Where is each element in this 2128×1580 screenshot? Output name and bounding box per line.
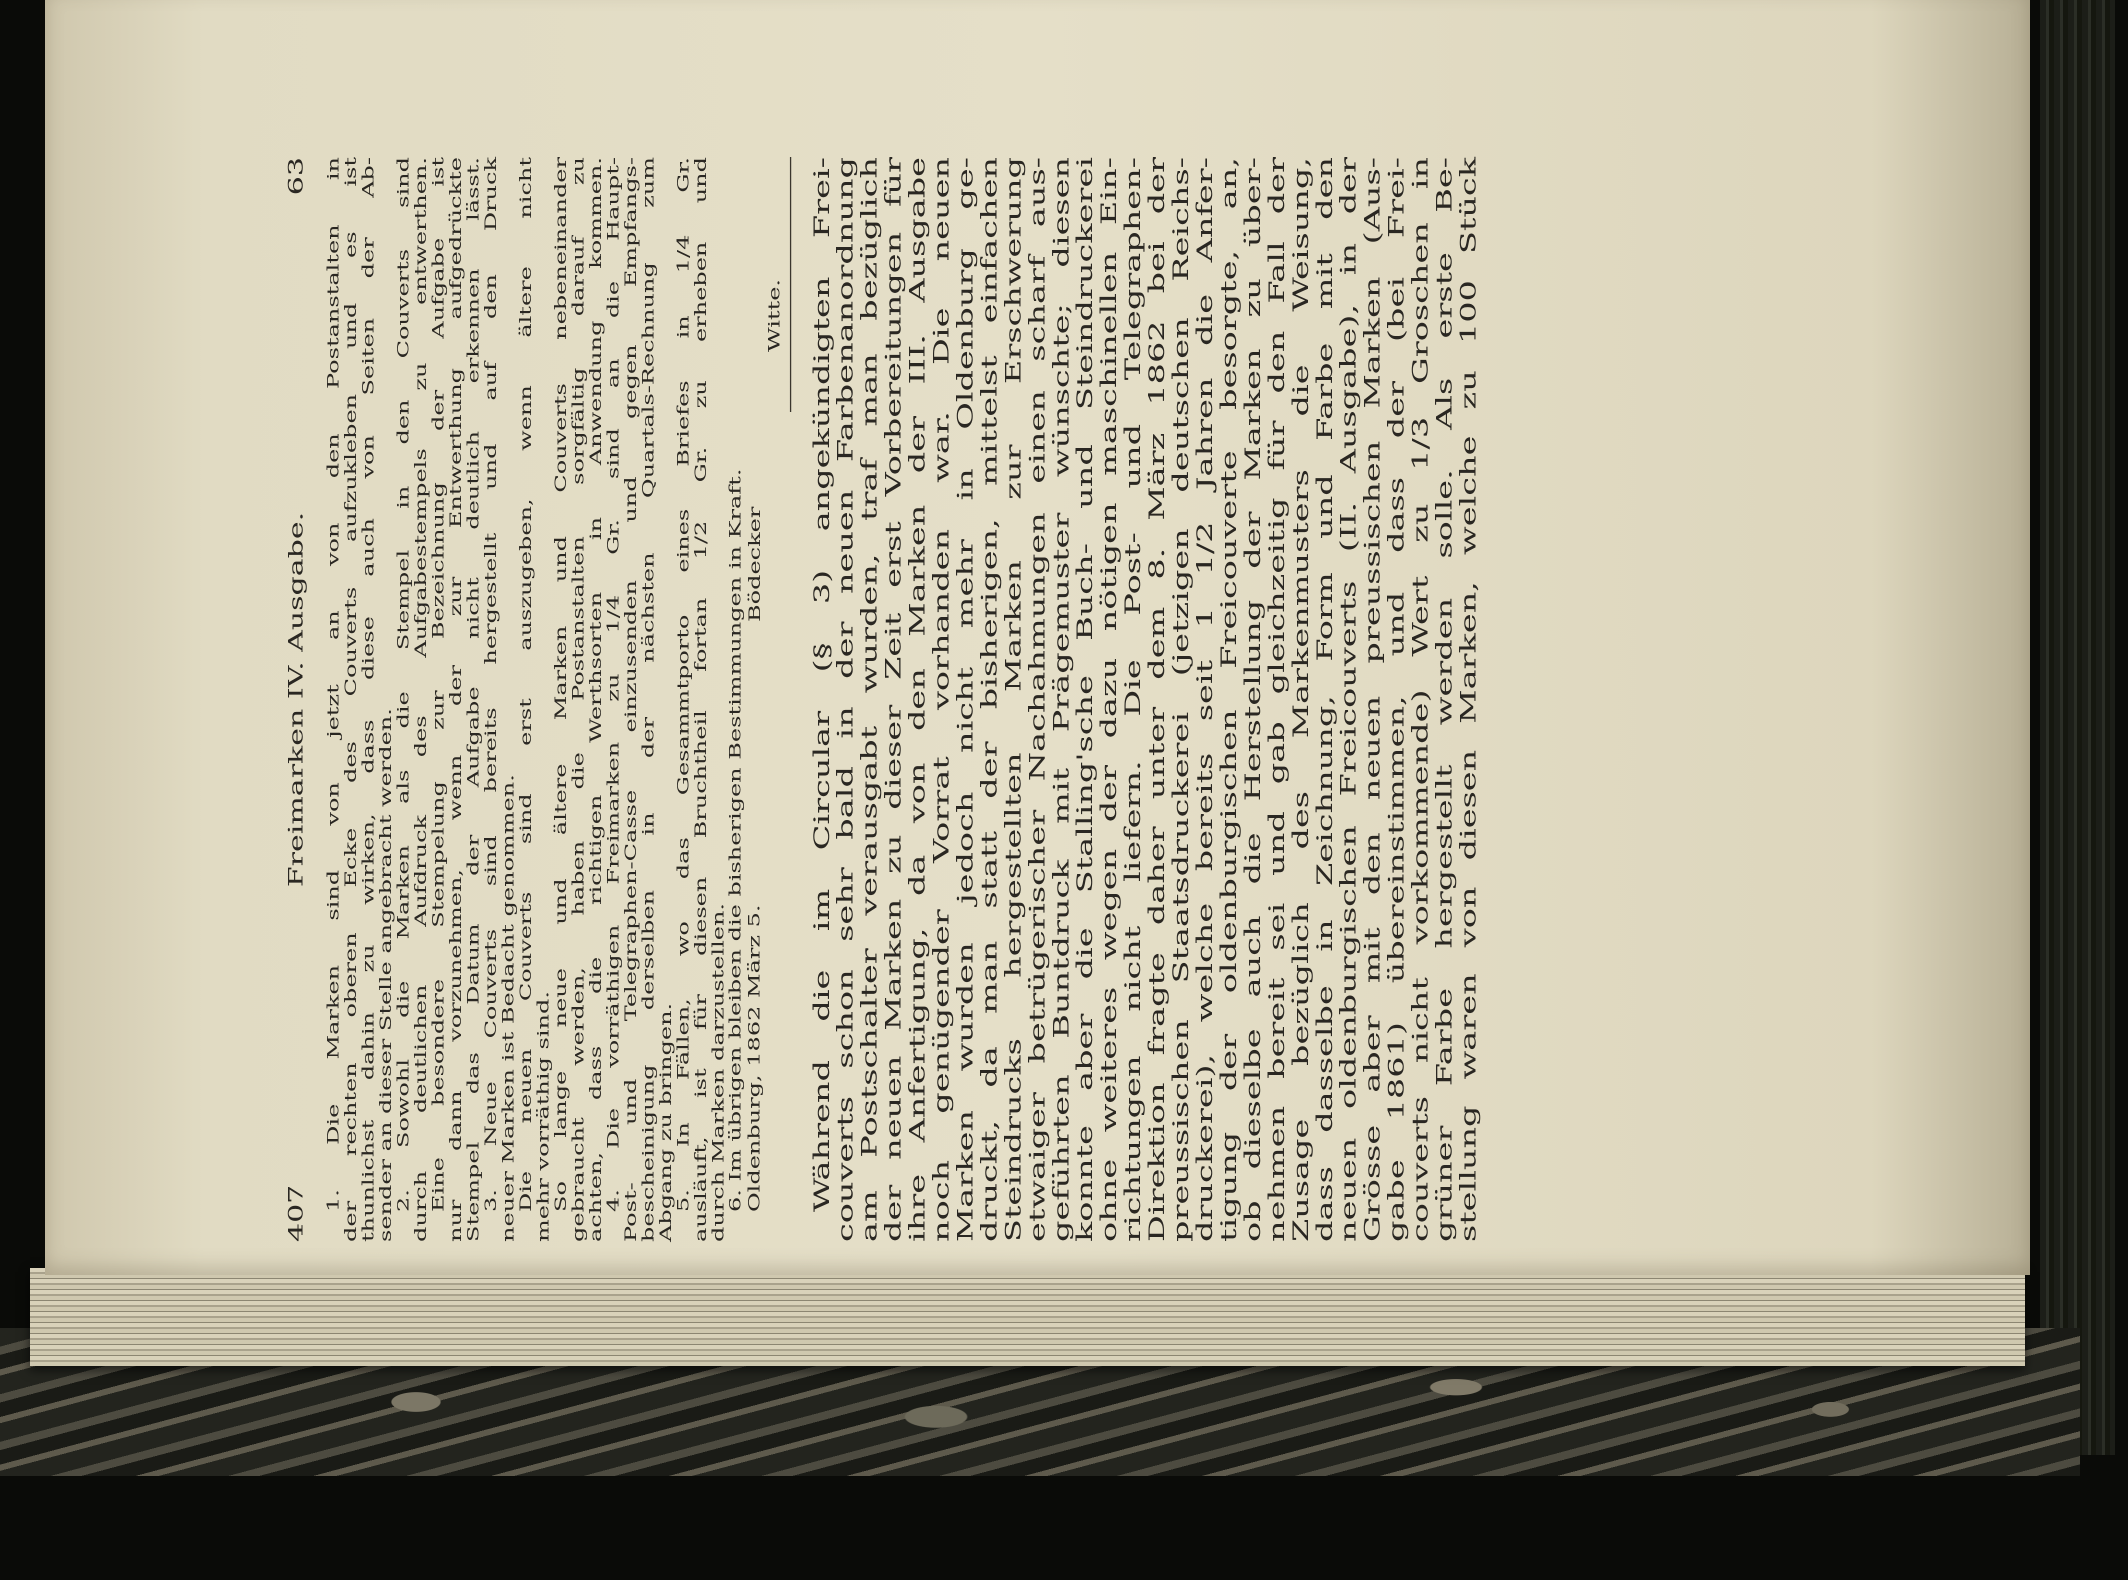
- text-line: ihre Anfertigung, da von den Marken der III. Ausgabe: [904, 157, 930, 1242]
- text-line: gebraucht werden, haben die Postanstalten sorgfältig darauf zu: [569, 157, 588, 1242]
- section-divider: [790, 157, 791, 412]
- rotated-text-block: [285, 157, 1481, 1242]
- text-line: druckerei), welche bereits seit 1 1/2 Jahren die Anfer-: [1191, 157, 1218, 1242]
- text-line: 1. Die Marken sind von jetzt an von den Postanstalten in: [324, 157, 343, 1212]
- text-line: richtungen nicht liefern. Die Post- und Telegraphen-: [1120, 157, 1146, 1242]
- text-line: grüner Farbe hergestellt werden solle. Als erste Be-: [1431, 157, 1457, 1242]
- text-line: nur dann vorzunehmen, wenn der zur Entwerthung aufgedrückte: [446, 157, 465, 1242]
- text-line: ausläuft, ist für diesen Bruchtheil fortan 1/2 Gr. zu erheben und: [691, 157, 710, 1242]
- text-line: So lange neue und ältere Marken und Couverts nebeneinander: [551, 157, 570, 1212]
- text-line: dass dasselbe in Zeichnung, Form und Farbe mit den: [1311, 157, 1337, 1242]
- text-line: sender an dieser Stelle angebracht werden.: [376, 708, 396, 1242]
- text-line: 2. Sowohl die Marken als die Stempel in den Couverts sind: [394, 157, 413, 1212]
- text-line: Stempel das Datum der Aufgabe nicht deutlich erkennen lässt.: [464, 157, 483, 1242]
- text-line: Zusage bezüglich des Markenmusters die Weisung,: [1287, 157, 1313, 1242]
- text-line: couverts nicht vorkommende) Wert zu 1/3 Groschen in: [1407, 157, 1433, 1242]
- book-page: [45, 0, 2030, 1275]
- text-line: tigung der oldenburgischen Freicouverte besorgte, an,: [1215, 157, 1242, 1242]
- text-line: Abgang zu bringen.: [656, 1002, 675, 1242]
- text-line: etwaiger betrügerischer Nachahmungen einen scharf aus-: [1024, 157, 1050, 1242]
- text-line: der neuen Marken zu dieser Zeit erst Vorbereitungen für: [880, 157, 906, 1242]
- folio-left: 407: [285, 1184, 308, 1242]
- text-line: Grösse aber mit den neuen preussischen Marken (Aus-: [1359, 157, 1385, 1242]
- text-line: durch deutlichen Aufdruck des Aufgabestempels zu entwerthen.: [411, 157, 431, 1242]
- text-line: Die neuen Couverts sind erst auszugeben, wenn ältere nicht: [516, 157, 535, 1212]
- text-line: geführten Buntdruck mit Prägemuster wünschte; diesen: [1048, 157, 1074, 1242]
- text-line: konnte aber die Stalling'sche Buch- und Steindruckerei: [1072, 157, 1098, 1242]
- text-line: neuen oldenburgischen Freicouverts (II. Ausgabe), in der: [1335, 157, 1361, 1242]
- text-line: Steindrucks hergestellten Marken zur Erschwerung: [1000, 157, 1026, 1242]
- book-cover-spine-edge: [2040, 0, 2115, 1455]
- text-line: Eine besondere Stempelung zur Bezeichnung der Aufgabe ist: [429, 157, 448, 1212]
- text-line: thunlichst dahin zu wirken, dass diese auch von Seiten der Ab-: [359, 157, 378, 1242]
- text-line: 5. In Fällen, wo das Gesammtporto eines Briefes in 1/4 Gr.: [674, 157, 693, 1212]
- text-line: stellung waren von diesen Marken, welche zu 100 Stück: [1455, 157, 1481, 1242]
- text-line: druckt, da man statt der bisherigen, mittelst einfachen: [976, 157, 1002, 1242]
- text-line: Während die im Circular (§ 3) angekündigten Frei-: [808, 157, 834, 1212]
- text-line: am Postschalter verausgabt wurden, traf man bezüglich: [856, 157, 882, 1242]
- text-line: noch genügender Vorrat vorhanden war. Die neuen: [928, 157, 954, 1242]
- text-line: preussischen Staatsdruckerei (jetzigen deutschen Reichs-: [1167, 157, 1194, 1242]
- text-line: Post- und Telegraphen-Casse einzusenden und gegen Empfangs-: [621, 157, 640, 1242]
- text-line: achten, dass die richtigen Werthsorten in Anwendung kommen.: [586, 157, 605, 1242]
- page-header-title: Freimarken IV. Ausgabe.: [285, 511, 308, 888]
- text-line: Direktion fragte daher unter dem 8. März 1862 bei der: [1144, 157, 1170, 1242]
- text-line: 4. Die vorräthigen Freimarken zu 1/4 Gr. sind an die Haupt-: [604, 157, 623, 1212]
- signature-witte: Witte.: [765, 278, 784, 352]
- text-line: der rechten oberen Ecke des Couverts aufzukleben und es ist: [341, 157, 361, 1242]
- text-line: neuer Marken ist Bedacht genommen.: [499, 774, 518, 1242]
- text-line: bescheinigung derselben in der nächsten Quartals-Rechnung zum: [639, 157, 658, 1242]
- text-line: couverts schon sehr bald in der neuen Farbenanordnung: [832, 157, 858, 1242]
- date-line: Oldenburg, 1862 März 5.: [745, 904, 764, 1212]
- folio-right: 63: [285, 157, 308, 196]
- text-line: ob dieselbe auch die Herstellung der Marken zu über-: [1239, 157, 1266, 1242]
- text-line: 6. Im übrigen bleiben die bisherigen Bestimmungen in Kraft.: [726, 468, 745, 1212]
- page-edges-stack: [30, 1268, 2025, 1366]
- text-line: gabe 1861) übereinstimmen, und dass der (bei Frei-: [1383, 157, 1409, 1242]
- text-line: ohne weiteres wegen der dazu nötigen maschinellen Ein-: [1096, 157, 1122, 1242]
- text-line: durch Marken darzustellen.: [709, 902, 728, 1242]
- text-line: mehr vorräthig sind.: [534, 991, 553, 1242]
- text-line: Marken wurden jedoch nicht mehr in Oldenburg ge-: [952, 157, 978, 1242]
- text-line: 3. Neue Couverts sind bereits hergestellt und auf den Druck: [481, 157, 500, 1212]
- text-line: nehmen bereit sei und gab gleichzeitig für den Fall der: [1263, 157, 1290, 1242]
- signature-boedecker: Bödecker: [745, 506, 765, 622]
- running-head: [285, 157, 314, 1242]
